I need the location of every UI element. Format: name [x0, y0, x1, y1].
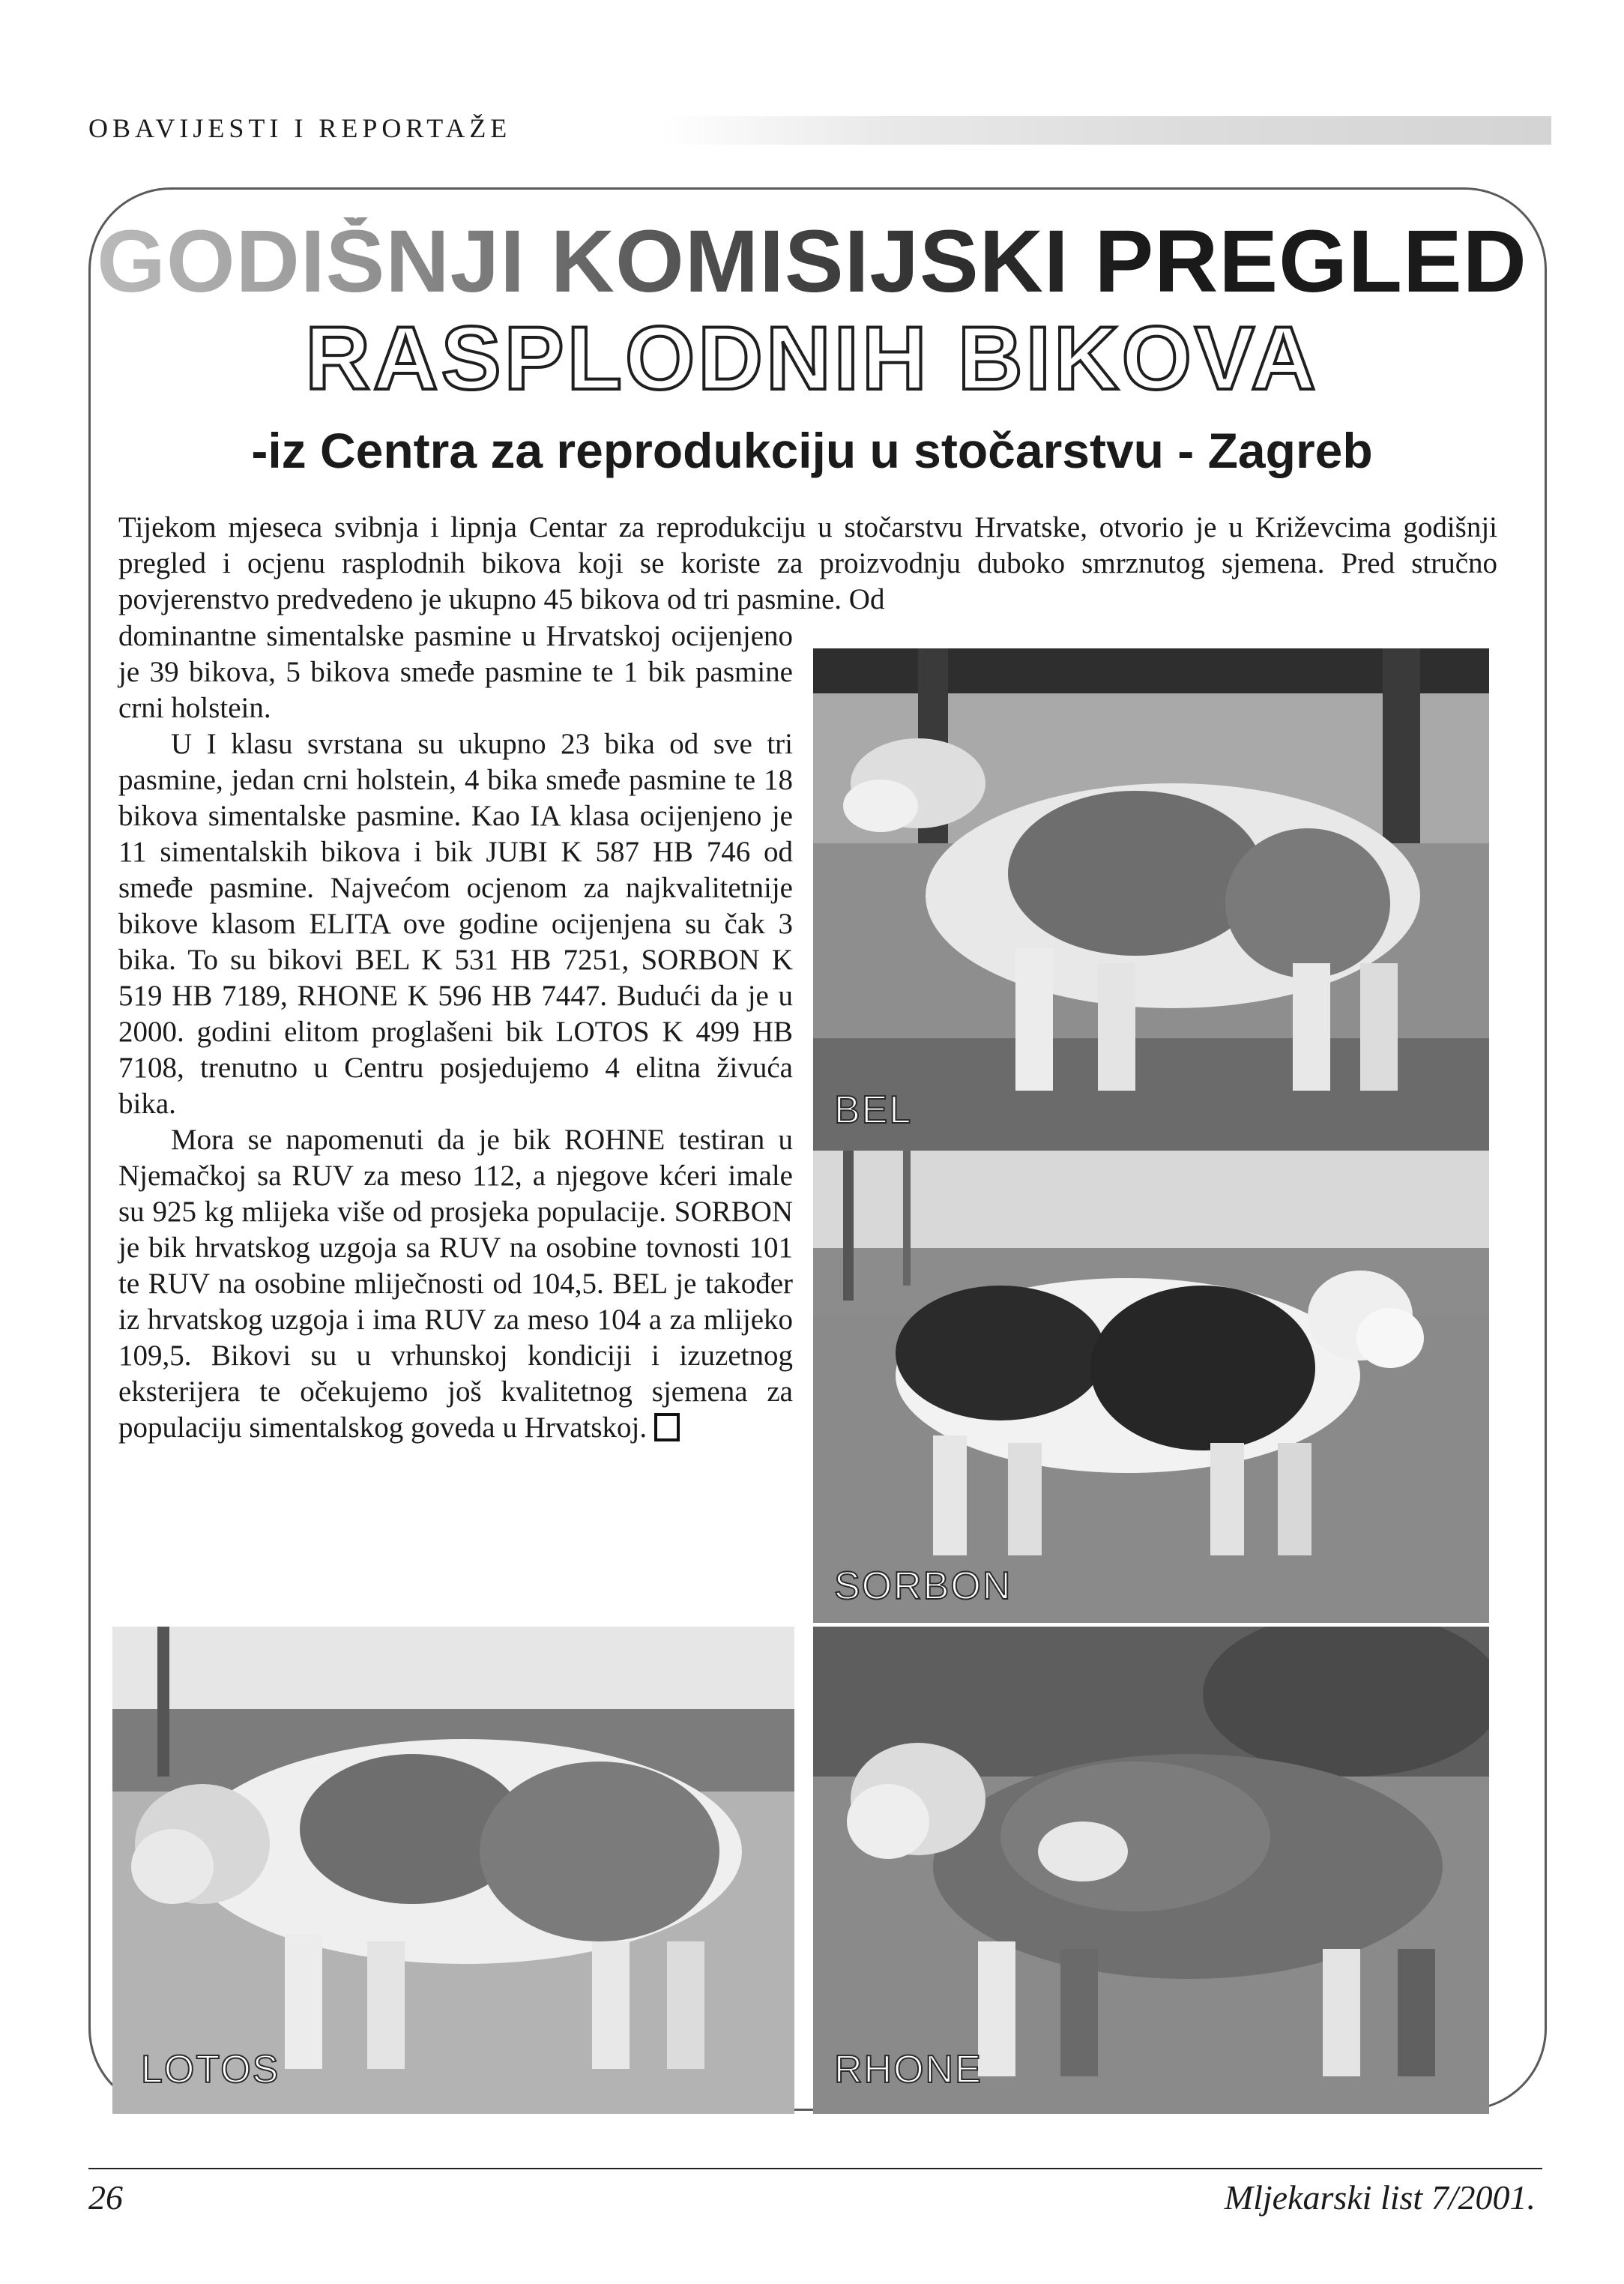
photo-lotos	[112, 1627, 794, 2114]
bull-photo-sorbon	[813, 1151, 1489, 1623]
bull-photo-rhone	[813, 1627, 1489, 2114]
photo-rhone	[813, 1627, 1489, 2114]
photo-sorbon	[813, 1151, 1489, 1623]
body-paragraph: dominantne simentalske pasmine u Hrvatskoj ocijenjeno je 39 bikova, 5 bikova smeđe pasmine te 1 bik pasmine crni holstein.	[118, 620, 793, 724]
photo-bel	[813, 648, 1489, 1151]
footer-rule	[88, 2168, 1542, 2169]
article-body-column	[118, 618, 793, 1446]
photo-label-bel: BEL	[834, 1088, 913, 1132]
article-title-line2: RASPLODNIH BIKOVA	[305, 308, 1319, 409]
photo-label-lotos: LOTOS	[141, 2048, 280, 2091]
photo-label-sorbon: SORBON	[834, 1564, 1012, 1608]
bull-photo-lotos	[112, 1627, 794, 2114]
header-gradient-bar	[659, 116, 1551, 145]
bull-photo-bel	[813, 648, 1489, 1151]
section-label: OBAVIJESTI I REPORTAŽE	[88, 113, 512, 143]
body-paragraph-text: Mora se napomenuti da je bik ROHNE testiran u Njemačkoj sa RUV za meso 112, a njegove kćeri imale su 925 kg mlijeka više od prosjeka populacije. SORBON je bik hrvatskog uzgoja sa RUV na osobine tovnosti 101 te RUV na osobine mliječnosti od 104,5. BEL je također iz hrvatskog uzgoja i ima RUV za meso 104 a za mlijeko 109,5. Bikovi su u vrhunskoj kondiciji i izuzetnog eksterijera te očekujemo još kvalitetnog sjemena za populaciju simentalskog goveda u Hrvatskoj.	[118, 1124, 793, 1444]
article-title-line1: GODIŠNJI KOMISIJSKI PREGLED	[0, 217, 1624, 306]
end-of-article-mark	[654, 1413, 680, 1441]
body-paragraph	[118, 1122, 793, 1446]
intro-paragraph: Tijekom mjeseca svibnja i lipnja Centar za reprodukciju u stočarstvu Hrvatske, otvorio je u Križevcima godišnji pregled i ocjenu rasplodnih bikova koji se koriste za proizvodnju duboko smrznutog sjemena. Pred stručno povjerenstvo predvedeno je ukupno 45 bikova od tri pasmine. Od	[118, 511, 1497, 615]
article-subtitle: -iz Centra za reprodukciju u stočarstvu - Zagreb	[251, 423, 1373, 478]
body-paragraph: U I klasu svrstana su ukupno 23 bika od sve tri pasmine, jedan crni holstein, 4 bika smeđe pasmine te 18 bikova simentalske pasmine. Kao IA klasa ocijenjeno je 11 simentalskih bikova i bik JUBI K 587 HB 746 od smeđe pasmine. Najvećom ocjenom za najkvalitetnije bikove klasom ELITA ove godine ocijenjena su čak 3 bika. To su bikovi BEL K 531 HB 7251, SORBON K 519 HB 7189, RHONE K 596 HB 7447. Budući da je u 2000. godini elitom proglašeni bik LOTOS K 499 HB 7108, trenutno u Centru posjedujemo 4 elitna živuća bika.	[118, 728, 793, 1120]
photo-label-rhone: RHONE	[834, 2048, 982, 2091]
page-number: 26	[88, 2178, 123, 2217]
journal-name: Mljekarski list 7/2001.	[1224, 2178, 1536, 2217]
